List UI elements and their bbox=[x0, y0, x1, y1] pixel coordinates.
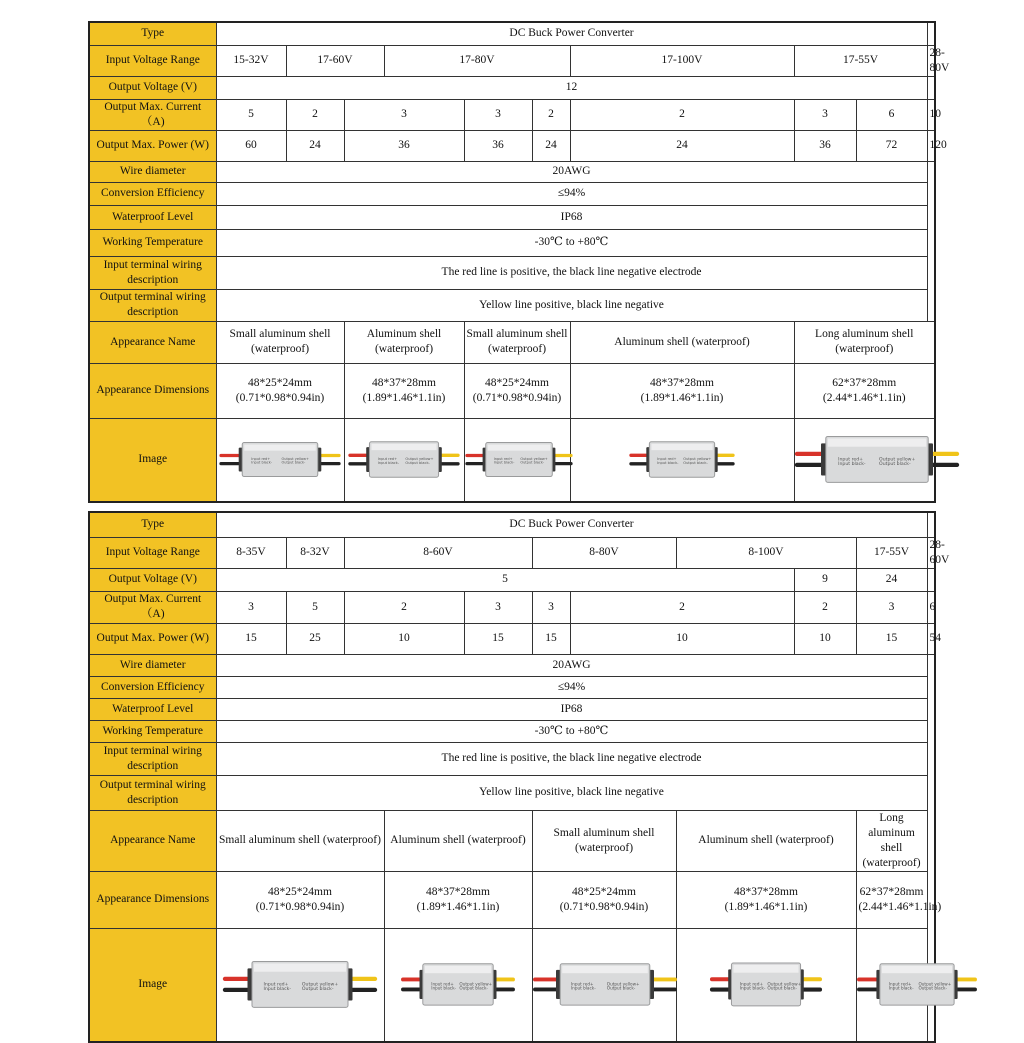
row-label: Appearance Dimensions bbox=[89, 363, 216, 418]
appearance-name-cell: Small aluminum shell (waterproof) bbox=[464, 321, 570, 363]
row-efficiency bbox=[89, 676, 935, 698]
power-cell: 36 bbox=[464, 130, 532, 161]
shell-label-text: Output yellow+ bbox=[281, 456, 309, 461]
current-cell: 3 bbox=[216, 591, 286, 623]
product-image bbox=[347, 436, 462, 484]
current-cell: 3 bbox=[532, 591, 570, 623]
input-voltage-cell: 8-80V bbox=[532, 537, 676, 568]
current-cell: 3 bbox=[856, 591, 927, 623]
efficiency-value: ≤94% bbox=[216, 676, 927, 698]
shell-label-text: Output yellow+ bbox=[683, 456, 712, 461]
current-cell: 6 bbox=[856, 99, 927, 130]
power-cell: 60 bbox=[216, 130, 286, 161]
dimension-cell bbox=[384, 871, 532, 928]
dimension-mm: 48*25*24mm bbox=[572, 885, 636, 898]
input-voltage-cell: 17-55V bbox=[856, 537, 927, 568]
power-cell: 15 bbox=[464, 623, 532, 654]
converter-drawing bbox=[535, 957, 675, 1013]
converter-drawing bbox=[467, 437, 571, 483]
shell-label-text: Output black- bbox=[878, 461, 911, 467]
output-wiring-value: Yellow line positive, black line negative bbox=[216, 289, 927, 321]
shell-label-text: Output yellow+ bbox=[405, 456, 434, 461]
dimension-in: (1.89*1.46*1.1in) bbox=[362, 391, 446, 404]
row-appearance-name bbox=[89, 810, 935, 871]
shell-label-text: Output yellow+ bbox=[767, 982, 802, 988]
shell-label-text: Input black- bbox=[431, 985, 457, 991]
row-label: Output Max. Current （A) bbox=[89, 591, 216, 623]
shell-highlight bbox=[881, 965, 951, 972]
row-current bbox=[89, 99, 935, 130]
product-image bbox=[467, 437, 568, 483]
row-label: Appearance Name bbox=[89, 321, 216, 363]
output-wiring-value: Yellow line positive, black line negative bbox=[216, 775, 927, 810]
dimension-mm: 48*25*24mm bbox=[485, 376, 549, 389]
dimension-in: (2.44*1.46*1.1in) bbox=[822, 391, 906, 404]
shell-label-text: Input red+ bbox=[570, 981, 593, 987]
row-input-wiring bbox=[89, 256, 935, 289]
power-cell: 25 bbox=[286, 623, 344, 654]
dimension-mm: 62*37*28mm bbox=[859, 885, 924, 898]
row-label: Image bbox=[89, 418, 216, 502]
dimension-cell bbox=[344, 363, 464, 418]
appearance-name-cell: Small aluminum shell (waterproof) bbox=[532, 810, 676, 871]
shell-label-text: Output black- bbox=[519, 460, 544, 465]
input-voltage-cell: 17-100V bbox=[570, 45, 794, 76]
shell-label-text: Output black- bbox=[767, 986, 797, 992]
input-wiring-value: The red line is positive, the black line negative electrode bbox=[216, 256, 927, 289]
power-cell: 15 bbox=[532, 623, 570, 654]
shell-label-text: Input black- bbox=[493, 460, 514, 465]
row-label: Input terminal wiring description bbox=[89, 742, 216, 775]
dimension-cell bbox=[532, 871, 676, 928]
power-cell: 72 bbox=[856, 130, 927, 161]
shell-label-text: Input black- bbox=[837, 461, 866, 467]
row-label: Output Max. Power (W) bbox=[89, 130, 216, 161]
row-label: Appearance Dimensions bbox=[89, 871, 216, 928]
row-type bbox=[89, 512, 935, 537]
image-cell bbox=[794, 418, 935, 502]
current-cell: 10 bbox=[927, 99, 935, 130]
image-cell bbox=[344, 418, 464, 502]
wire-value: 20AWG bbox=[216, 161, 927, 182]
converter-drawing bbox=[859, 957, 975, 1013]
shell-highlight bbox=[371, 444, 436, 450]
row-input-wiring bbox=[89, 742, 935, 775]
shell-label-text: Input black- bbox=[570, 985, 596, 991]
dimension-mm: 48*37*28mm bbox=[426, 885, 490, 898]
waterproof-value: IP68 bbox=[216, 205, 927, 229]
shell-label-text: Output black- bbox=[683, 460, 708, 465]
power-cell: 36 bbox=[794, 130, 856, 161]
row-input-voltage bbox=[89, 537, 935, 568]
image-cell bbox=[216, 418, 344, 502]
converter-drawing bbox=[631, 436, 733, 484]
row-image bbox=[89, 418, 935, 502]
shell-highlight bbox=[244, 444, 316, 450]
converter-drawing bbox=[221, 437, 339, 483]
input-voltage-cell: 17-60V bbox=[286, 45, 384, 76]
dimension-mm: 48*37*28mm bbox=[650, 376, 714, 389]
shell-highlight bbox=[562, 965, 648, 972]
current-cell: 5 bbox=[286, 591, 344, 623]
shell-label-text: Input black- bbox=[739, 986, 766, 992]
row-label: Output terminal wiring description bbox=[89, 289, 216, 321]
row-label: Output terminal wiring description bbox=[89, 775, 216, 810]
dimension-in: (0.71*0.98*0.94in) bbox=[472, 391, 562, 404]
efficiency-value: ≤94% bbox=[216, 182, 927, 205]
appearance-name-cell: Aluminum shell (waterproof) bbox=[570, 321, 794, 363]
waterproof-value: IP68 bbox=[216, 698, 927, 720]
product-image bbox=[679, 956, 854, 1014]
row-output-wiring bbox=[89, 289, 935, 321]
row-label: Appearance Name bbox=[89, 810, 216, 871]
dimension-cell bbox=[216, 363, 344, 418]
shell-label-text: Output yellow+ bbox=[301, 982, 339, 988]
image-cell bbox=[532, 928, 676, 1042]
product-image bbox=[387, 957, 530, 1013]
row-waterproof bbox=[89, 698, 935, 720]
image-cell bbox=[570, 418, 794, 502]
row-label: Image bbox=[89, 928, 216, 1042]
shell-label-text: Input black- bbox=[377, 460, 400, 465]
row-label: Working Temperature bbox=[89, 720, 216, 742]
shell-highlight bbox=[733, 965, 798, 973]
appearance-name-cell: Long aluminum shell (waterproof) bbox=[794, 321, 935, 363]
row-waterproof bbox=[89, 205, 935, 229]
appearance-name-cell: Small aluminum shell (waterproof) bbox=[216, 321, 344, 363]
shell-highlight bbox=[254, 963, 346, 971]
input-voltage-cell: 17-55V bbox=[794, 45, 927, 76]
shell-label-text: Input red+ bbox=[263, 982, 289, 988]
dimension-in: (1.89*1.46*1.1in) bbox=[416, 900, 500, 913]
dimension-cell bbox=[794, 363, 935, 418]
temperature-value: -30℃ to +80℃ bbox=[216, 720, 927, 742]
current-cell: 6 bbox=[927, 591, 935, 623]
dimension-mm: 48*25*24mm bbox=[268, 885, 332, 898]
shell-label-text: Input red+ bbox=[493, 456, 513, 461]
output-voltage-cell: 24 bbox=[856, 568, 927, 591]
shell-label-text: Input red+ bbox=[251, 456, 271, 461]
input-voltage-cell: 17-80V bbox=[384, 45, 570, 76]
dimension-mm: 48*37*28mm bbox=[734, 885, 798, 898]
shell-label-text: Output black- bbox=[281, 460, 306, 465]
type-value: DC Buck Power Converter bbox=[216, 512, 927, 537]
power-cell: 54 bbox=[927, 623, 935, 654]
image-cell bbox=[464, 418, 570, 502]
shell-label-text: Input red+ bbox=[739, 982, 764, 988]
row-label: Output Max. Power (W) bbox=[89, 623, 216, 654]
shell-label-text: Output yellow+ bbox=[878, 457, 915, 463]
current-cell: 2 bbox=[570, 99, 794, 130]
power-cell: 24 bbox=[570, 130, 794, 161]
shell-label-text: Output black- bbox=[301, 986, 334, 992]
power-cell: 10 bbox=[344, 623, 464, 654]
shell-highlight bbox=[487, 444, 550, 450]
shell-label-text: Input red+ bbox=[431, 981, 454, 987]
output-voltage-cell: 5 bbox=[216, 568, 794, 591]
row-dimensions bbox=[89, 363, 935, 418]
dimension-cell bbox=[216, 871, 384, 928]
dimension-cell bbox=[464, 363, 570, 418]
shell-label-text: Output black- bbox=[606, 985, 635, 991]
row-wire bbox=[89, 654, 935, 676]
dimension-in: (2.44*1.46*1.1in) bbox=[858, 900, 942, 913]
product-image bbox=[859, 957, 951, 1013]
power-cell: 36 bbox=[344, 130, 464, 161]
converter-drawing bbox=[797, 429, 957, 491]
current-cell: 3 bbox=[344, 99, 464, 130]
product-image bbox=[219, 954, 382, 1016]
input-voltage-cell: 8-32V bbox=[286, 537, 344, 568]
dimension-mm: 62*37*28mm bbox=[832, 376, 897, 389]
appearance-name-cell: Small aluminum shell (waterproof) bbox=[216, 810, 384, 871]
row-dimensions bbox=[89, 871, 935, 928]
row-input-voltage bbox=[89, 45, 935, 76]
power-cell: 15 bbox=[216, 623, 286, 654]
row-power bbox=[89, 623, 935, 654]
shell-label-text: Input red+ bbox=[657, 456, 677, 461]
shell-label-text: Output black- bbox=[917, 985, 947, 991]
current-cell: 2 bbox=[570, 591, 794, 623]
image-cell bbox=[216, 928, 384, 1042]
row-temperature bbox=[89, 229, 935, 256]
current-cell: 2 bbox=[794, 591, 856, 623]
power-cell: 24 bbox=[532, 130, 570, 161]
shell-label-text: Output yellow+ bbox=[519, 456, 548, 461]
row-label: Input terminal wiring description bbox=[89, 256, 216, 289]
product-image bbox=[797, 429, 933, 491]
dimension-in: (0.71*0.98*0.94in) bbox=[255, 900, 345, 913]
shell-highlight bbox=[651, 444, 712, 450]
shell-label-text: Output yellow+ bbox=[917, 981, 951, 987]
row-label: Output Max. Current （A) bbox=[89, 99, 216, 130]
shell-label-text: Input red+ bbox=[377, 456, 398, 461]
temperature-value: -30℃ to +80℃ bbox=[216, 229, 927, 256]
output-voltage-cell: 9 bbox=[794, 568, 856, 591]
converter-drawing bbox=[712, 956, 820, 1014]
row-output-voltage bbox=[89, 76, 935, 99]
image-cell bbox=[856, 928, 951, 1042]
row-label: Output Voltage (V) bbox=[89, 568, 216, 591]
converter-drawing bbox=[350, 436, 458, 484]
shell-highlight bbox=[425, 965, 491, 972]
input-voltage-cell: 28-80V bbox=[927, 45, 935, 76]
current-cell: 2 bbox=[532, 99, 570, 130]
dimension-cell bbox=[676, 871, 856, 928]
current-cell: 2 bbox=[286, 99, 344, 130]
dimension-mm: 48*25*24mm bbox=[248, 376, 312, 389]
power-cell: 10 bbox=[570, 623, 794, 654]
shell-label-text: Input black- bbox=[657, 460, 679, 465]
row-label: Conversion Efficiency bbox=[89, 182, 216, 205]
input-voltage-cell: 8-35V bbox=[216, 537, 286, 568]
shell-label-text: Output black- bbox=[405, 460, 430, 465]
shell-label-text: Output black- bbox=[459, 985, 488, 991]
wire-value: 20AWG bbox=[216, 654, 927, 676]
row-wire bbox=[89, 161, 935, 182]
current-cell: 3 bbox=[794, 99, 856, 130]
appearance-name-cell: Aluminum shell (waterproof) bbox=[676, 810, 856, 871]
converter-drawing bbox=[403, 957, 513, 1013]
row-label: Output Voltage (V) bbox=[89, 76, 216, 99]
power-cell: 24 bbox=[286, 130, 344, 161]
shell-label-text: Input black- bbox=[888, 985, 914, 991]
row-efficiency bbox=[89, 182, 935, 205]
row-current bbox=[89, 591, 935, 623]
current-cell: 3 bbox=[464, 99, 532, 130]
input-voltage-cell: 15-32V bbox=[216, 45, 286, 76]
shell-label-text: Input black- bbox=[251, 460, 273, 465]
dimension-cell bbox=[570, 363, 794, 418]
dimension-in: (1.89*1.46*1.1in) bbox=[640, 391, 724, 404]
input-voltage-cell: 8-100V bbox=[676, 537, 856, 568]
power-cell: 120 bbox=[927, 130, 935, 161]
product-image bbox=[573, 436, 792, 484]
power-cell: 10 bbox=[794, 623, 856, 654]
row-temperature bbox=[89, 720, 935, 742]
current-cell: 2 bbox=[344, 591, 464, 623]
row-output-voltage bbox=[89, 568, 935, 591]
power-cell: 15 bbox=[856, 623, 927, 654]
current-cell: 5 bbox=[216, 99, 286, 130]
shell-highlight bbox=[827, 438, 925, 446]
current-cell: 3 bbox=[464, 591, 532, 623]
row-label: Input Voltage Range bbox=[89, 45, 216, 76]
row-label: Wire diameter bbox=[89, 654, 216, 676]
row-label: Working Temperature bbox=[89, 229, 216, 256]
shell-label-text: Input red+ bbox=[837, 457, 863, 463]
image-cell bbox=[676, 928, 856, 1042]
converter-drawing bbox=[225, 954, 375, 1016]
input-wiring-value: The red line is positive, the black line negative electrode bbox=[216, 742, 927, 775]
row-image bbox=[89, 928, 935, 1042]
dimension-in: (1.89*1.46*1.1in) bbox=[724, 900, 808, 913]
shell-label-text: Output yellow+ bbox=[459, 981, 493, 987]
spec-table-5v bbox=[88, 511, 951, 1043]
row-label: Waterproof Level bbox=[89, 698, 216, 720]
shell-label-text: Input black- bbox=[263, 986, 292, 992]
row-label: Type bbox=[89, 22, 216, 45]
appearance-name-cell: Aluminum shell (waterproof) bbox=[344, 321, 464, 363]
input-voltage-cell: 8-60V bbox=[344, 537, 532, 568]
row-output-wiring bbox=[89, 775, 935, 810]
row-label: Wire diameter bbox=[89, 161, 216, 182]
appearance-name-cell: Aluminum shell (waterproof) bbox=[384, 810, 532, 871]
row-power bbox=[89, 130, 935, 161]
product-image bbox=[219, 437, 342, 483]
dimension-in: (0.71*0.98*0.94in) bbox=[235, 391, 325, 404]
row-type bbox=[89, 22, 935, 45]
row-appearance-name bbox=[89, 321, 935, 363]
row-label: Input Voltage Range bbox=[89, 537, 216, 568]
product-image bbox=[535, 957, 674, 1013]
shell-label-text: Output yellow+ bbox=[606, 981, 640, 987]
spec-table-12v bbox=[88, 21, 950, 503]
appearance-name-cell: Long aluminum shell (waterproof) bbox=[856, 810, 927, 871]
image-cell bbox=[384, 928, 532, 1042]
input-voltage-cell: 28-60V bbox=[927, 537, 935, 568]
row-label: Type bbox=[89, 512, 216, 537]
dimension-in: (0.71*0.98*0.94in) bbox=[559, 900, 649, 913]
dimension-cell bbox=[856, 871, 942, 928]
shell-label-text: Input red+ bbox=[888, 981, 911, 987]
dimension-mm: 48*37*28mm bbox=[372, 376, 436, 389]
row-label: Waterproof Level bbox=[89, 205, 216, 229]
row-label: Conversion Efficiency bbox=[89, 676, 216, 698]
type-value: DC Buck Power Converter bbox=[216, 22, 927, 45]
output-voltage-value: 12 bbox=[216, 76, 927, 99]
